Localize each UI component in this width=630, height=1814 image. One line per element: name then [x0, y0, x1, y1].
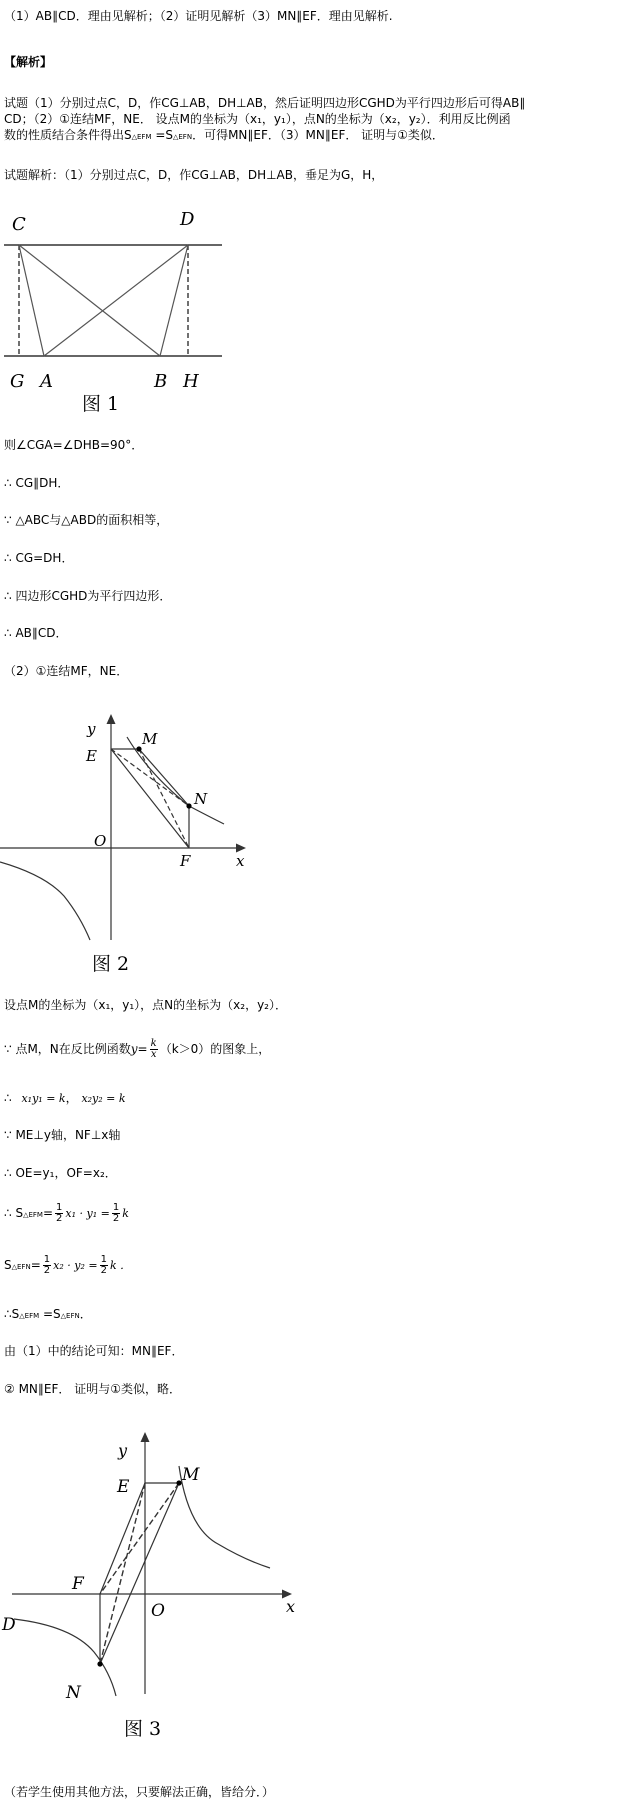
- segment-ef: [111, 749, 189, 848]
- segment-mn: [100, 1483, 179, 1664]
- figure-1: [0, 200, 240, 420]
- label-d: D: [180, 209, 195, 230]
- analysis-line-2: CD；（2）①连结MF，NE． 设点M的坐标为（x₁，y₁），点N的坐标为（x₂，y₂）．利用反比例函: [4, 112, 511, 126]
- segment-mf: [100, 1483, 179, 1594]
- segment-mf: [139, 749, 189, 848]
- fraction-half: [100, 1255, 108, 1276]
- label-y: y: [87, 720, 96, 738]
- step-1: 则∠CGA=∠DHB=90°．: [4, 438, 144, 452]
- step-4: ∴ CG=DH．: [4, 551, 74, 565]
- figure-2-caption: 图 2: [92, 953, 130, 975]
- product-1: x₁y₁ = k: [21, 1092, 66, 1105]
- area-k: k: [122, 1207, 129, 1220]
- answer-line: （1）AB∥CD．理由见解析；（2）证明见解析（3）MN∥EF．理由见解析.: [4, 9, 393, 23]
- area-prefix: S: [4, 1258, 12, 1272]
- label-n: N: [66, 1683, 81, 1703]
- point-n: [186, 803, 191, 808]
- analysis-text: 数的性质结合条件得出S: [4, 128, 132, 142]
- numerator: 1: [43, 1254, 51, 1265]
- step-2: ∴ CG∥DH．: [4, 476, 70, 490]
- figure-1-caption: 图 1: [82, 393, 120, 415]
- figure-3-caption: 图 3: [124, 1718, 162, 1740]
- label-c: C: [12, 214, 26, 235]
- y-axis-arrow: [107, 714, 116, 724]
- label-x: x: [286, 1597, 296, 1616]
- label-m: M: [142, 730, 158, 748]
- numerator: 1: [112, 1202, 120, 1213]
- denominator: 2: [112, 1213, 120, 1224]
- label-a: A: [40, 371, 53, 392]
- segment-en: [100, 1483, 145, 1664]
- label-x: x: [236, 852, 245, 870]
- numerator: 1: [56, 1202, 63, 1213]
- on-graph-line: [4, 1037, 270, 1061]
- label-f: F: [180, 852, 191, 870]
- label-n: N: [194, 790, 208, 808]
- fraction-half: [43, 1255, 51, 1276]
- step-5: ∴ 四边形CGHD为平行四边形．: [4, 589, 172, 603]
- hyperbola-branch-q3: [0, 862, 90, 940]
- coords-line: 设点M的坐标为（x₁，y₁），点N的坐标为（x₂，y₂）．: [4, 998, 287, 1012]
- label-y: y: [118, 1441, 128, 1460]
- figure-3: [0, 1416, 300, 1716]
- numerator: 1: [100, 1254, 107, 1265]
- perp-line: ∵ ME⊥y轴，NF⊥x轴: [4, 1128, 121, 1142]
- equals: =: [30, 1258, 41, 1272]
- area-k: k ．: [109, 1259, 132, 1272]
- numerator: k: [150, 1038, 157, 1049]
- area-expr: x₂ · y₂ =: [53, 1259, 98, 1272]
- denominator: 2: [56, 1213, 63, 1224]
- segment-da: [44, 245, 188, 356]
- label-e: E: [117, 1477, 130, 1497]
- subscript: △EFM: [23, 1211, 43, 1219]
- point-m: [176, 1480, 181, 1485]
- denominator: 2: [43, 1265, 51, 1276]
- products-line: [4, 1090, 126, 1107]
- fraction-k-over-x: [150, 1039, 158, 1060]
- label-m: M: [182, 1465, 200, 1485]
- label-e: E: [86, 747, 97, 765]
- segment-mn: [139, 749, 189, 806]
- area-text: =S: [39, 1307, 61, 1321]
- point-m: [136, 746, 141, 751]
- area-text: ．: [79, 1307, 92, 1321]
- conclusion-1: 由（1）中的结论可知：MN∥EF．: [4, 1344, 184, 1358]
- on-graph-text: ∵ 点M，N在反比例函数: [4, 1042, 131, 1056]
- hyperbola-branch-q3: [14, 1619, 116, 1696]
- denominator: 2: [100, 1265, 107, 1276]
- area-expr: x₁ · y₁ =: [65, 1207, 110, 1220]
- function-name: y=: [130, 1042, 148, 1056]
- label-o: O: [94, 832, 107, 850]
- segment-db: [160, 245, 188, 356]
- part-2-heading: （2）①连结MF，NE．: [4, 664, 129, 678]
- oe-line: ∴ OE=y₁，OF=x₂．: [4, 1166, 117, 1180]
- therefore: ∴: [4, 1091, 12, 1105]
- step-3: ∵ △ABC与△ABD的面积相等，: [4, 513, 169, 527]
- point-n: [97, 1661, 102, 1666]
- fraction-half: [55, 1203, 63, 1224]
- subscript: △EFM: [131, 133, 152, 141]
- analysis-title: 【解析】: [4, 55, 53, 69]
- y-axis-arrow: [141, 1432, 150, 1442]
- analysis-line-1: 试题（1）分别过点C，D，作CG⊥AB，DH⊥AB，然后证明四边形CGHD为平行四边形后可得AB∥: [4, 96, 526, 110]
- segment-ne: [111, 749, 189, 806]
- area-equal-line: [4, 1306, 92, 1324]
- area-efm-line: [4, 1200, 129, 1228]
- label-h: H: [183, 371, 199, 392]
- label-f: F: [72, 1574, 84, 1594]
- figure-2: [0, 700, 260, 980]
- analysis-text: ．可得MN∥EF．（3）MN∥EF． 证明与①类似．: [192, 128, 444, 142]
- label-o: O: [151, 1601, 165, 1621]
- subscript: △EFN: [60, 1312, 80, 1320]
- subscript: △EFM: [19, 1312, 40, 1320]
- subscript: △EFN: [173, 133, 193, 141]
- step-6: ∴ AB∥CD．: [4, 626, 68, 640]
- fraction-half: [112, 1203, 120, 1224]
- area-efn-line: [4, 1252, 131, 1280]
- subscript: △EFN: [11, 1263, 31, 1271]
- area-text: ∴S: [4, 1307, 20, 1321]
- label-b: B: [154, 371, 168, 392]
- equals: =: [42, 1206, 54, 1220]
- denominator: x: [150, 1049, 157, 1060]
- label-g: G: [10, 371, 25, 392]
- separator: ，: [65, 1091, 78, 1105]
- solution-intro: 试题解析：（1）分别过点C，D，作CG⊥AB，DH⊥AB，垂足为G，H，: [4, 168, 384, 182]
- on-graph-text: （k＞0）的图象上，: [159, 1042, 271, 1056]
- analysis-text: =S: [151, 128, 173, 142]
- analysis-line-3: [4, 127, 444, 145]
- label-d: D: [2, 1615, 16, 1635]
- area-prefix: ∴ S: [4, 1206, 24, 1220]
- conclusion-2: ② MN∥EF． 证明与①类似，略．: [4, 1382, 181, 1396]
- hyperbola-branch-q1: [127, 737, 224, 824]
- product-2: x₂y₂ = k: [81, 1092, 126, 1105]
- footnote: （若学生使用其他方法，只要解法正确，皆给分．）: [4, 1785, 275, 1799]
